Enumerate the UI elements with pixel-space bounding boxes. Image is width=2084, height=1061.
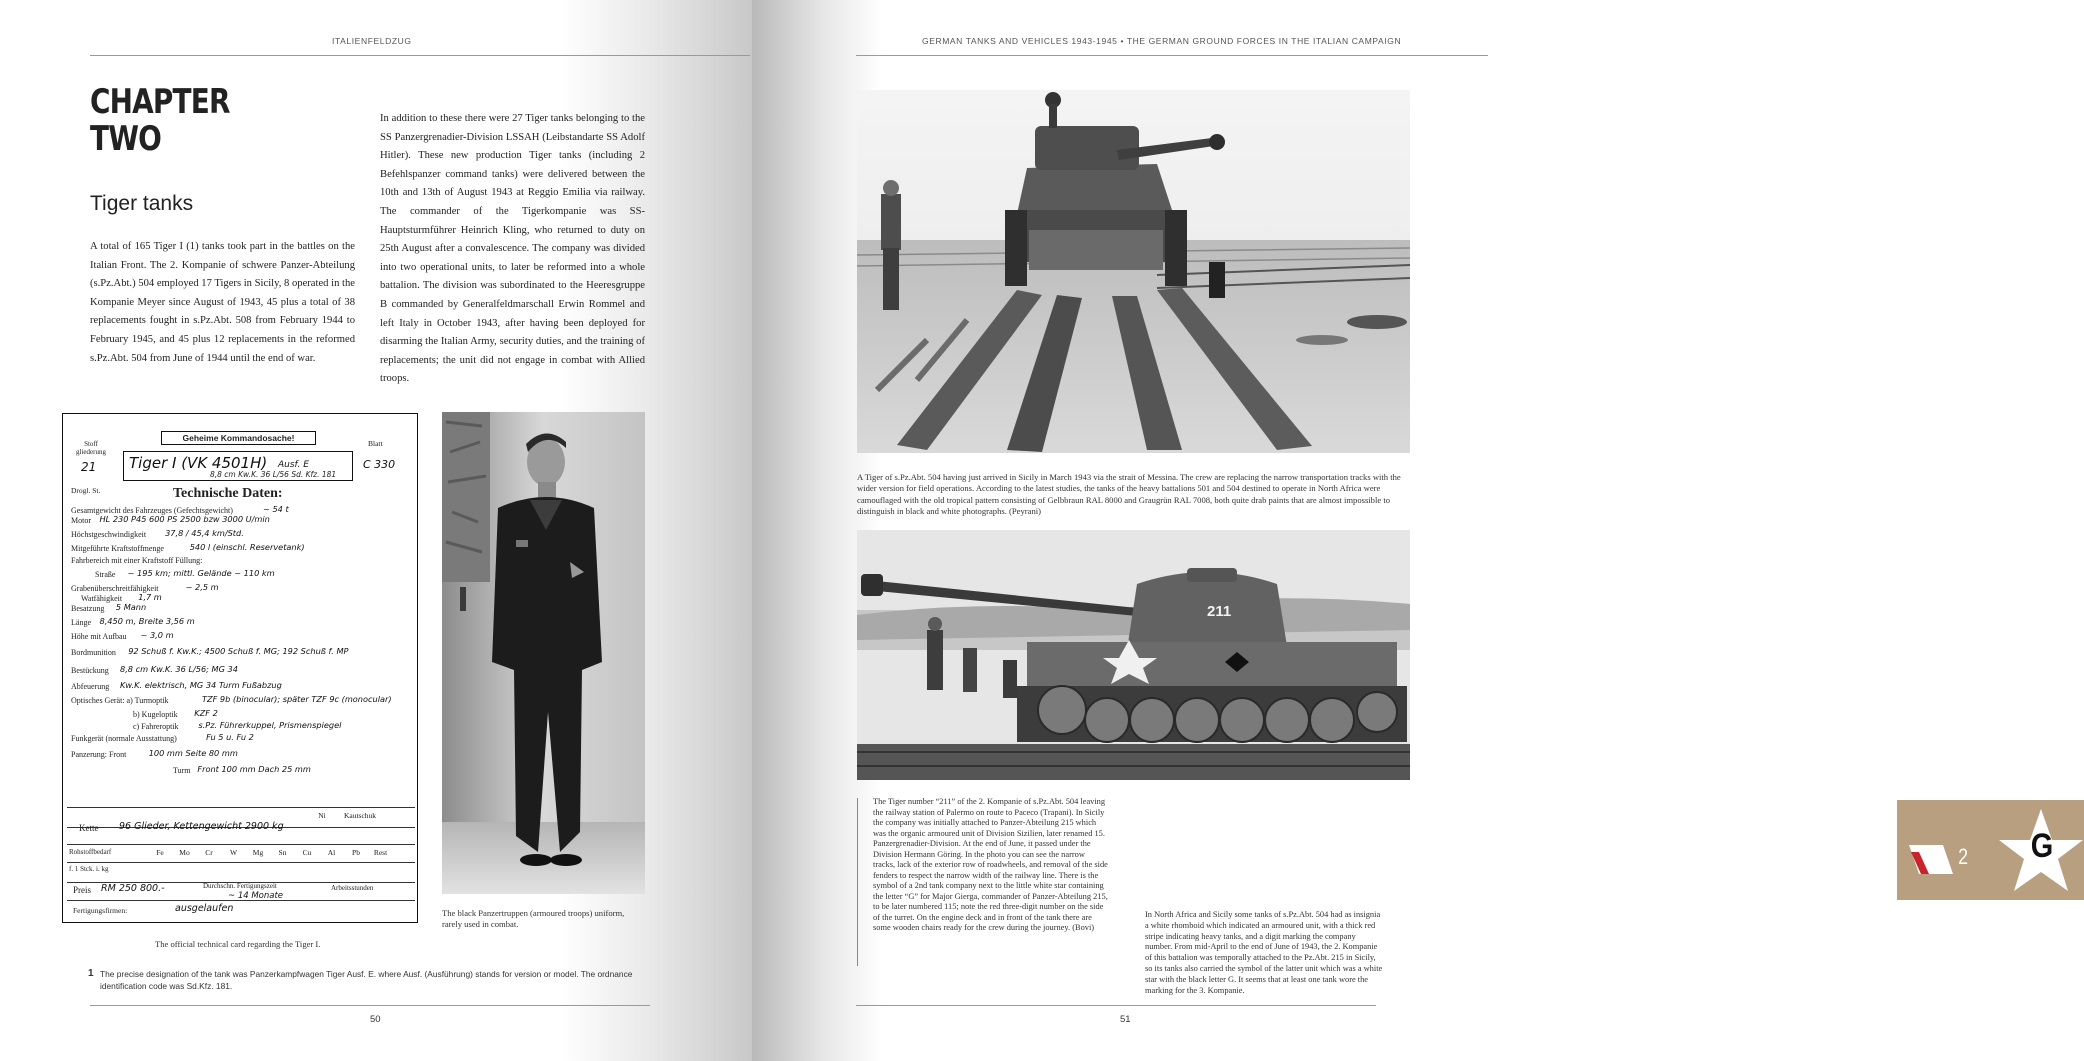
card-row-label: Grabenüberschreitfähigkeit <box>71 584 159 593</box>
card-stoff-value: 21 <box>81 460 97 474</box>
card-row-label: b) Kugeloptik <box>133 710 178 719</box>
card-preis-label: Preis <box>73 885 91 895</box>
card-kette-label: Kette <box>79 823 99 833</box>
card-preis-value: RM 250 800.- <box>101 883 165 894</box>
card-row-label: Optisches Gerät: a) Turmoptik <box>71 696 169 705</box>
turret-number: 211 <box>1207 603 1232 620</box>
card-row-value: 1,7 m <box>138 592 162 602</box>
card-row-value: 5 Mann <box>115 602 147 612</box>
card-blatt-label: Blatt <box>368 439 383 448</box>
card-row-value: KZF 2 <box>194 708 218 718</box>
body-paragraph: In addition to these there were 27 Tiger tanks belonging to the SS Panzergrenadier-Division LSSAH (Leibstandarte SS Adolf Hitler). These new production Tiger tanks (including 2 Befehlspanzer command tanks) were delivered between the 10th and 13th of August 1943 at Reggio Emilia via railway. The commander of the Tigerkompanie was SS-Hauptsturmführer Heinrich Kling, who returned to duty on 25th August after a convalescence. The company was divided into two operational units, to later be reformed into a whole battalion. The division was subordinated to the Heeresgruppe B commanded by Generalfeldmarschall Erwin Rommel and left Italy in October 1943, after having been deployed for disarming the Italian Army, security duties, and the training of replacements; the unit did not engage in combat with Allied troops. <box>380 113 645 385</box>
tiger-rail-photo-image <box>857 90 1410 453</box>
uniform-caption: The black Panzertruppen (armoured troops) uniform, rarely used in combat. <box>442 908 625 930</box>
card-row-value: ~ 54 t <box>263 504 289 514</box>
tiger-rail-photo <box>857 90 1410 453</box>
card-row-label: Motor <box>71 516 91 525</box>
card-ni: Ni <box>318 811 326 820</box>
card-subtitle: 8,8 cm Kw.K. 36 L/56 Sd. Kfz. 181 <box>210 470 337 479</box>
card-row-label: Bestückung <box>71 666 109 675</box>
running-head-left: ITALIENFELDZUG <box>332 36 412 46</box>
card-row-value: ~ 3,0 m <box>140 630 174 640</box>
card-material-cell: Mo <box>179 848 190 857</box>
section-title: Tiger tanks <box>90 192 194 215</box>
tiger-211-photo <box>857 530 1410 780</box>
uniform-photo-image <box>442 412 645 894</box>
body-paragraph: A total of 165 Tiger I (1) tanks took part in the battles on the Italian Front. The 2. Kompanie of schwere Panzer-Abteilung (s.Pz.Abt.) 504 employed 17 Tigers in Sicily, 8 operated in the Kompanie Meyer since August of 1943, 45 plus a total of 38 replacements fought in s.Pz.Abt. 508 from February 1944 to February 1945, and 45 plus 12 replacements in the reformed s.Pz.Abt. 504 from June of 1944 until the end of war. <box>90 241 355 364</box>
card-stk-label: f. 1 Stck. i. kg <box>69 865 109 873</box>
card-fertigungszeit-value: ~ 14 Monate <box>228 891 284 901</box>
caption-side-rule <box>857 798 858 966</box>
card-material-cell: Mg <box>252 848 264 857</box>
card-material-cell: Cu <box>302 848 312 857</box>
card-caption: The official technical card regarding the Tiger I. <box>155 939 321 949</box>
card-row-label: c) Fahreroptik <box>133 722 179 731</box>
chapter-word: CHAPTER <box>90 82 230 122</box>
card-row-value: Kw.K. elektrisch, MG 34 Turm Fußabzug <box>120 680 282 690</box>
card-row-value: 8,450 m, Breite 3,56 m <box>99 616 195 626</box>
insignia-letter: G <box>2030 827 2054 865</box>
card-row-label: Höhe mit Aufbau <box>71 632 127 641</box>
body-column-2 <box>380 110 645 389</box>
card-material-cell: Rest <box>373 848 388 857</box>
right-page <box>752 0 2054 1061</box>
card-drogl: Drogl. St. <box>71 486 101 495</box>
card-secret-stamp: Geheime Kommandosache! <box>161 431 316 445</box>
card-row-value: 8,8 cm Kw.K. 36 L/56; MG 34 <box>120 664 238 674</box>
tiger-rail-caption: A Tiger of s.Pz.Abt. 504 having just arrived in Sicily in March 1943 via the strait of Messina. The crew are replacing the narrow transportation tracks with the wider version for field operations. According to the latest studies, the tanks of the heavy battalions 501 and 504 destined to operate in North Africa were camouflaged with the old tropical pattern consisting of Gelbbraun RAL 8000 and Graugrün RAL 7008, both quite drab paints that are almost impossible to distinguish in black and white photographs. (Peyrani) <box>857 472 1401 516</box>
card-title: Tiger I (VK 4501H) <box>129 454 268 472</box>
page-number-right: 51 <box>1120 1014 1131 1025</box>
card-row-value: TZF 9b (binocular); später TZF 9c (monocular) <box>202 694 392 704</box>
card-row-value: ~ 195 km; mittl. Gelände ~ 110 km <box>127 568 275 578</box>
card-material-cell: Al <box>327 848 336 857</box>
page-number-left: 50 <box>370 1014 381 1025</box>
chapter-title <box>90 84 270 158</box>
card-rohstoff-label: Rohstoffbedarf <box>69 848 112 856</box>
tiger-211-photo-image <box>857 530 1410 780</box>
footnote-number: 1 <box>88 968 94 979</box>
card-row-label: Straße <box>95 570 116 579</box>
card-divider <box>67 807 415 808</box>
card-material-cell: Fe <box>156 848 164 857</box>
card-row-label: Gesamtgewicht des Fahrzeuges (Gefechtsgewicht) <box>71 506 233 515</box>
card-row-label: Mitgeführte Kraftstoffmenge <box>71 544 164 553</box>
card-row-label: Länge <box>71 618 91 627</box>
card-row-label: Funkgerät (normale Ausstattung) <box>71 734 177 743</box>
card-fertigungszeit-label: Durchschn. Fertigungszeit <box>203 882 277 890</box>
card-row-value: ~ 2,5 m <box>185 582 219 592</box>
running-head-right: GERMAN TANKS AND VEHICLES 1943-1945 • THE GERMAN GROUND FORCES IN THE ITALIAN CAMPAIGN <box>922 36 1402 46</box>
card-row-label: Watfähigkeit <box>81 594 123 603</box>
card-row-value: 540 l (einschl. Reservetank) <box>189 542 305 552</box>
card-row-value: 37,8 / 45,4 km/Std. <box>165 528 244 538</box>
card-row-value: s.Pz. Führerkuppel, Prismenspiegel <box>198 720 342 730</box>
card-row-label: Turm <box>173 766 191 775</box>
footer-rule-right <box>856 1005 1376 1006</box>
card-firmen-label: Fertigungsfirmen: <box>73 906 128 915</box>
footnote <box>90 968 650 992</box>
card-row-value: Fu 5 u. Fu 2 <box>206 732 254 742</box>
card-firmen-value: ausgelaufen <box>175 903 234 914</box>
unit-insignia <box>1897 800 2084 900</box>
card-row-value: 92 Schuß f. Kw.K.; 4500 Schuß f. MG; 192 Schuß f. MP <box>128 646 349 656</box>
card-arbeitsstunden-label: Arbeitsstunden <box>331 884 374 892</box>
card-row-label: Fahrbereich mit einer Kraftstoff Füllung: <box>71 556 203 565</box>
left-page <box>0 0 752 1061</box>
card-row-label: Höchstgeschwindigkeit <box>71 530 147 539</box>
technical-card <box>62 413 418 923</box>
chapter-number: TWO <box>90 119 162 159</box>
card-divider <box>67 844 415 845</box>
card-stoff-label: Stoff gliederung <box>76 440 106 456</box>
body-column-1 <box>90 238 355 368</box>
uniform-photo <box>442 412 645 894</box>
insignia-caption: In North Africa and Sicily some tanks of s.Pz.Abt. 504 had as insignia a white rhomboid which indicated an armoured unit, with a thick red stripe indicating heavy tanks, and a digit marking the company number. From mid-April to the end of June of 1943, the 2. Kompanie of this battalion was temporally attached to the Pz.Abt. 215 in Sicily, so its tanks also carried the symbol of the latter unit which was a white star with the black letter G. It seems that at least one tank wore the marking for the 3. Kompanie. <box>1145 910 1383 995</box>
card-row-label: Bordmunition <box>71 648 116 657</box>
card-row-label: Panzerung: Front <box>71 750 127 759</box>
card-kette-value: 96 Glieder, Kettengewicht 2900 kg <box>119 821 284 832</box>
card-material-cell: Sn <box>278 848 287 857</box>
card-row-value: HL 230 P45 600 PS 2500 bzw 3000 U/min <box>99 514 270 524</box>
card-row-label: Abfeuerung <box>71 682 110 691</box>
card-row-value: Front 100 mm Dach 25 mm <box>197 764 311 774</box>
card-material-cell: Cr <box>205 848 213 857</box>
footnote-text: The precise designation of the tank was Panzerkampfwagen Tiger Ausf. E. where Ausf. (Ausführung) stands for version or model. The ordnance identification code was Sd.Kfz. 181. <box>100 969 633 991</box>
card-material-cell: Pb <box>352 848 360 857</box>
card-ausf: Ausf. E <box>278 460 309 470</box>
card-row-value: 100 mm Seite 80 mm <box>148 748 238 758</box>
card-divider <box>67 862 415 863</box>
card-blatt-value: C 330 <box>363 458 396 471</box>
header-rule-right <box>856 55 1488 56</box>
card-material-cell: W <box>229 848 238 857</box>
card-row-label: Besatzung <box>71 604 105 613</box>
card-kautschuk: Kautschuk <box>343 811 377 820</box>
insignia-company-number: 2 <box>1958 844 1969 869</box>
card-heading: Technische Daten: <box>173 486 283 501</box>
tiger-211-caption: The Tiger number “211” of the 2. Kompanie of s.Pz.Abt. 504 leaving the railway station of Palermo on route to Paceco (Trapani). In Sicily the company was initially attached to Panzer-Abteilung 215 which was the organic armoured unit of Division Sizilien, later renamed 15. Panzergrenadier-Division. At the end of June, it passed under the Division Hermann Göring. In the photo you can see the narrow tracks, lack of the exterior row of roadwheels, and removal of the side fenders to respect the narrow width of the railway line. There is the symbol of a 2nd tank company next to the little white star containing the letter “G” for Major Gierga, commander of Panzer-Abteilung 215, to be later numbered 115; note the red three-digit number on the side of the turret. On the engine deck and in front of the tank there are some wooden chairs ready for the crew during the journey. (Bovi) <box>873 797 1108 932</box>
header-rule-left <box>90 55 750 56</box>
footer-rule-left <box>90 1005 650 1006</box>
